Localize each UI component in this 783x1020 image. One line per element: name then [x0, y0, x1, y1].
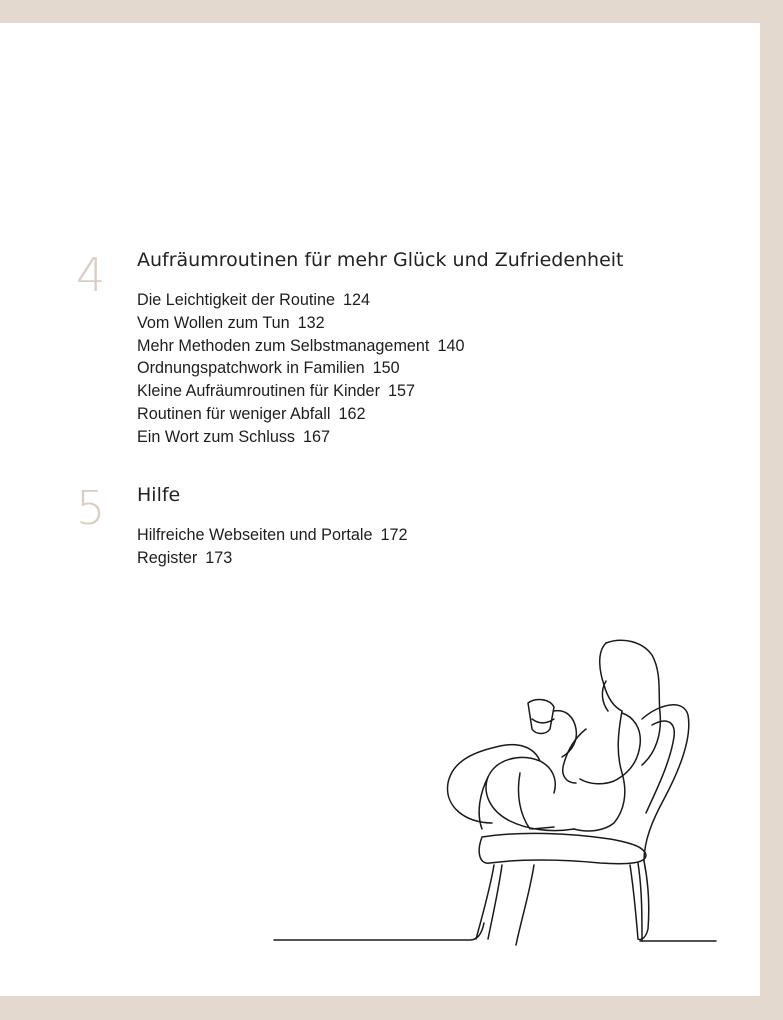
toc-entry-title: Vom Wollen zum Tun	[137, 313, 290, 332]
toc-entry-title: Register	[137, 548, 198, 567]
toc-entry-page: 173	[205, 548, 233, 567]
toc-entry-page: 150	[372, 359, 400, 378]
toc-entry-title: Kleine Aufräumroutinen für Kinder	[137, 382, 380, 401]
toc-entry-title: Mehr Methoden zum Selbstmanagement	[137, 336, 430, 355]
chapter-title: Aufräumroutinen für mehr Glück und Zufriedenheit	[137, 249, 624, 271]
toc-entry[interactable]	[137, 289, 464, 312]
toc-entry-title: Routinen für weniger Abfall	[137, 404, 331, 423]
toc-entry-page: 172	[380, 526, 408, 544]
toc-entry[interactable]	[137, 524, 407, 547]
toc-entry-page: 132	[297, 313, 325, 332]
toc-entry[interactable]	[137, 403, 464, 426]
toc-entry-list	[137, 524, 407, 570]
toc-entry-list	[137, 289, 464, 449]
toc-entry[interactable]	[137, 380, 464, 403]
toc-entry-page: 157	[387, 382, 415, 401]
chapter-number: 4	[76, 248, 106, 302]
toc-entry-page: 124	[342, 291, 370, 309]
toc-entry-title: Die Leichtigkeit der Routine	[137, 291, 335, 309]
toc-entry[interactable]	[137, 335, 464, 358]
toc-entry[interactable]	[137, 426, 464, 449]
toc-entry-page: 140	[437, 336, 465, 355]
toc-entry-title: Ein Wort zum Schluss	[137, 427, 296, 446]
chapter-number: 5	[76, 481, 106, 535]
toc-entry-page: 162	[338, 404, 366, 423]
woman-in-armchair-line-drawing-icon	[270, 633, 730, 953]
toc-entry[interactable]	[137, 547, 407, 570]
toc-entry-title: Ordnungspatchwork in Familien	[137, 359, 365, 378]
toc-entry[interactable]	[137, 312, 464, 335]
toc-entry[interactable]	[137, 357, 464, 380]
toc-entry-page: 167	[303, 427, 331, 446]
toc-entry-title: Hilfreiche Webseiten und Portale	[137, 526, 373, 544]
chapter-title: Hilfe	[137, 484, 181, 506]
book-page	[0, 23, 760, 996]
